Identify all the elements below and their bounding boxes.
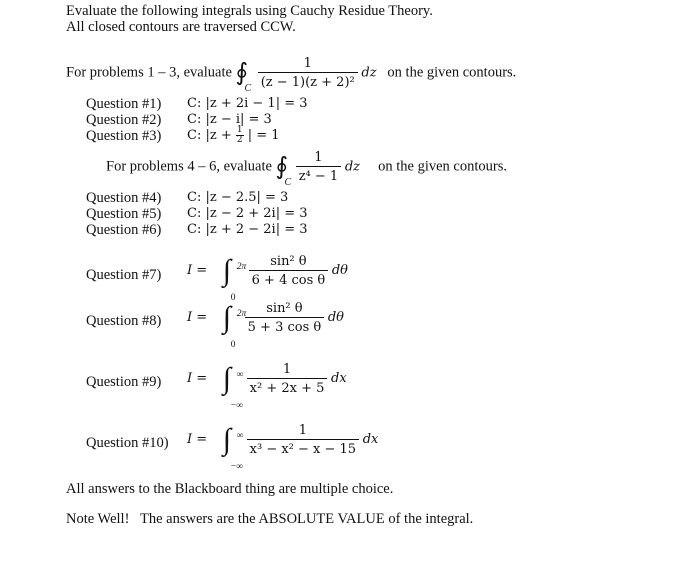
contour-subscript: C (244, 83, 252, 94)
question-2-contour: C: |z − i| = 3 (187, 112, 272, 127)
question-1-label: Question #1) (86, 96, 162, 112)
integral-sign-icon: ∫ ∞ −∞ (223, 425, 231, 455)
section2-numerator: 1 (296, 150, 342, 167)
section2-intro (106, 150, 507, 188)
section2-denominator: z⁴ − 1 (298, 169, 339, 184)
question-5-contour: C: |z − 2 + 2i| = 3 (187, 206, 308, 221)
question-8-numerator: sin² θ (245, 301, 325, 318)
footer-line-2: Note Well! The answers are the ABSOLUTE VALUE of the integral. (66, 511, 474, 527)
question-9-numerator: 1 (247, 362, 328, 379)
question-10-label: Question #10) (86, 435, 169, 451)
section1-suffix: on the given contours. (387, 64, 517, 81)
integral-sign-icon: ∫ ∞ −∞ (223, 364, 231, 394)
lower-limit: −∞ (230, 461, 243, 472)
instruction-line-1: Evaluate the following integrals using Cauchy Residue Theory. (66, 3, 433, 19)
question-10-denominator: x³ − x² − x − 15 (249, 441, 357, 457)
section1-intro-text: For problems 1 – 3, evaluate (66, 64, 232, 81)
question-4-contour: C: |z − 2.5| = 3 (187, 190, 289, 205)
section2-differential: dz (344, 159, 360, 175)
question-3-contour-suffix: | = 1 (247, 128, 280, 143)
question-7-lhs: I = (187, 263, 208, 278)
question-8-label: Question #8) (86, 313, 162, 329)
instruction-line-2: All closed contours are traversed CCW. (66, 19, 296, 35)
question-9-lhs: I = (187, 371, 208, 386)
integral-sign-icon: ∫ 2π 0 (223, 256, 231, 286)
question-9-denominator: x² + 2x + 5 (249, 380, 325, 396)
half-numerator: 1 (236, 125, 243, 135)
question-10-expression (187, 419, 379, 472)
question-6-contour: C: |z + 2 − 2i| = 3 (187, 222, 308, 237)
question-9-integrand (247, 362, 328, 396)
lower-limit: 0 (230, 339, 236, 350)
question-7-expression (187, 250, 348, 303)
integral-sign-icon: ∫ 2π 0 (223, 303, 231, 333)
upper-limit: 2π (236, 308, 247, 319)
section2-suffix: on the given contours. (378, 158, 507, 175)
question-7-numerator: sin² θ (249, 254, 329, 271)
section1-intro (66, 56, 517, 94)
question-8-denominator: 5 + 3 cos θ (247, 319, 322, 335)
question-4-label: Question #4) (86, 190, 162, 206)
question-3-half (236, 126, 244, 145)
question-10-differential: dx (362, 432, 379, 447)
question-10-integrand (247, 423, 359, 457)
question-10-lhs: I = (187, 432, 208, 447)
contour-integral-icon: ∮ C (276, 155, 289, 179)
upper-limit: ∞ (236, 369, 244, 380)
question-10-numerator: 1 (247, 423, 359, 440)
question-5-label: Question #5) (86, 206, 162, 222)
question-8-expression (187, 297, 344, 350)
question-7-denominator: 6 + 4 cos θ (251, 272, 326, 288)
question-9-label: Question #9) (86, 374, 162, 390)
upper-limit: 2π (236, 261, 247, 272)
question-8-lhs: I = (187, 310, 208, 325)
question-3-contour-prefix: C: |z + (187, 128, 232, 143)
section2-integrand (296, 150, 342, 184)
section2-intro-text: For problems 4 – 6, evaluate (106, 158, 272, 175)
question-9-differential: dx (331, 371, 347, 386)
question-9-expression (187, 358, 347, 411)
section1-denominator: (z − 1)(z + 2)² (260, 75, 355, 90)
section1-differential: dz (361, 65, 377, 81)
section1-numerator: 1 (258, 56, 358, 73)
question-7-label: Question #7) (86, 267, 162, 283)
footer-line-1: All answers to the Blackboard thing are multiple choice. (66, 481, 394, 497)
contour-integral-icon: ∮ C (236, 61, 249, 85)
lower-limit: 0 (230, 292, 236, 303)
question-7-differential: dθ (331, 263, 348, 278)
question-1-contour: C: |z + 2i − 1| = 3 (187, 96, 308, 111)
question-8-differential: dθ (327, 310, 344, 325)
section1-integrand (258, 56, 358, 90)
question-3-label: Question #3) (86, 128, 162, 144)
half-denominator: 2 (236, 135, 243, 145)
upper-limit: ∞ (236, 430, 244, 441)
contour-subscript: C (284, 177, 292, 188)
question-6-label: Question #6) (86, 222, 162, 238)
question-8-integrand (245, 301, 325, 335)
question-7-integrand (249, 254, 329, 288)
lower-limit: −∞ (230, 400, 243, 411)
question-2-label: Question #2) (86, 112, 162, 128)
question-3-contour (187, 126, 280, 145)
